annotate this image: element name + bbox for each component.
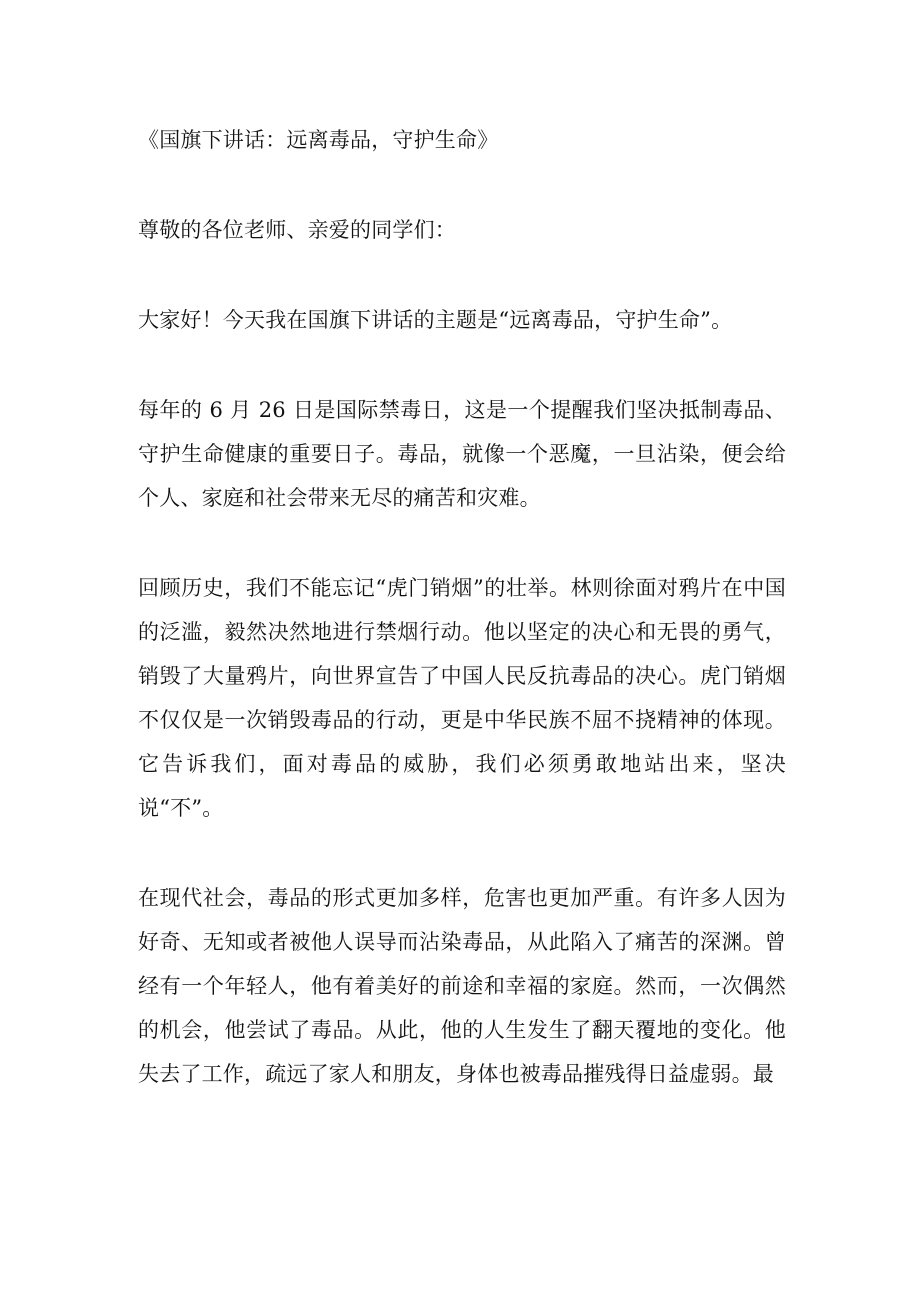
paragraph-modern-society: 在现代社会，毒品的形式更加多样，危害也更加严重。有许多人因为好奇、无知或者被他人误导而沾染毒品，从此陷入了痛苦的深渊。曾经有一个年轻人，他有着美好的前途和幸福的家庭。然而，一次偶然的机会，他尝试了毒品。从此，他的人生发生了翻天覆地的变化。他失去了工作，疏远了家人和朋友，身体也被毒品摧残得日益虚弱。最 <box>138 886 786 1086</box>
paragraph-anti-drug-day: 每年的 6 月 26 日是国际禁毒日，这是一个提醒我们坚决抵制毒品、守护生命健康的重要日子。毒品，就像一个恶魔，一旦沾染，便会给个人、家庭和社会带来无尽的痛苦和灾难。 <box>138 398 786 510</box>
document-body <box>138 118 786 1096</box>
greeting-line: 尊敬的各位老师、亲爱的同学们： <box>138 218 456 242</box>
paragraph-opening: 大家好！今天我在国旗下讲话的主题是“远离毒品，守护生命”。 <box>138 308 733 332</box>
document-title: 《国旗下讲话：远离毒品，守护生命》 <box>138 128 499 152</box>
paragraph-humen-history: 回顾历史，我们不能忘记“虎门销烟”的壮举。林则徐面对鸦片在中国的泛滥，毅然决然地进行禁烟行动。他以坚定的决心和无畏的勇气，销毁了大量鸦片，向世界宣告了中国人民反抗毒品的决心。虎门销烟不仅仅是一次销毁毒品的行动，更是中华民族不屈不挠精神的体现。它告诉我们，面对毒品的威胁，我们必须勇敢地站出来，坚决说“不”。 <box>138 576 786 820</box>
